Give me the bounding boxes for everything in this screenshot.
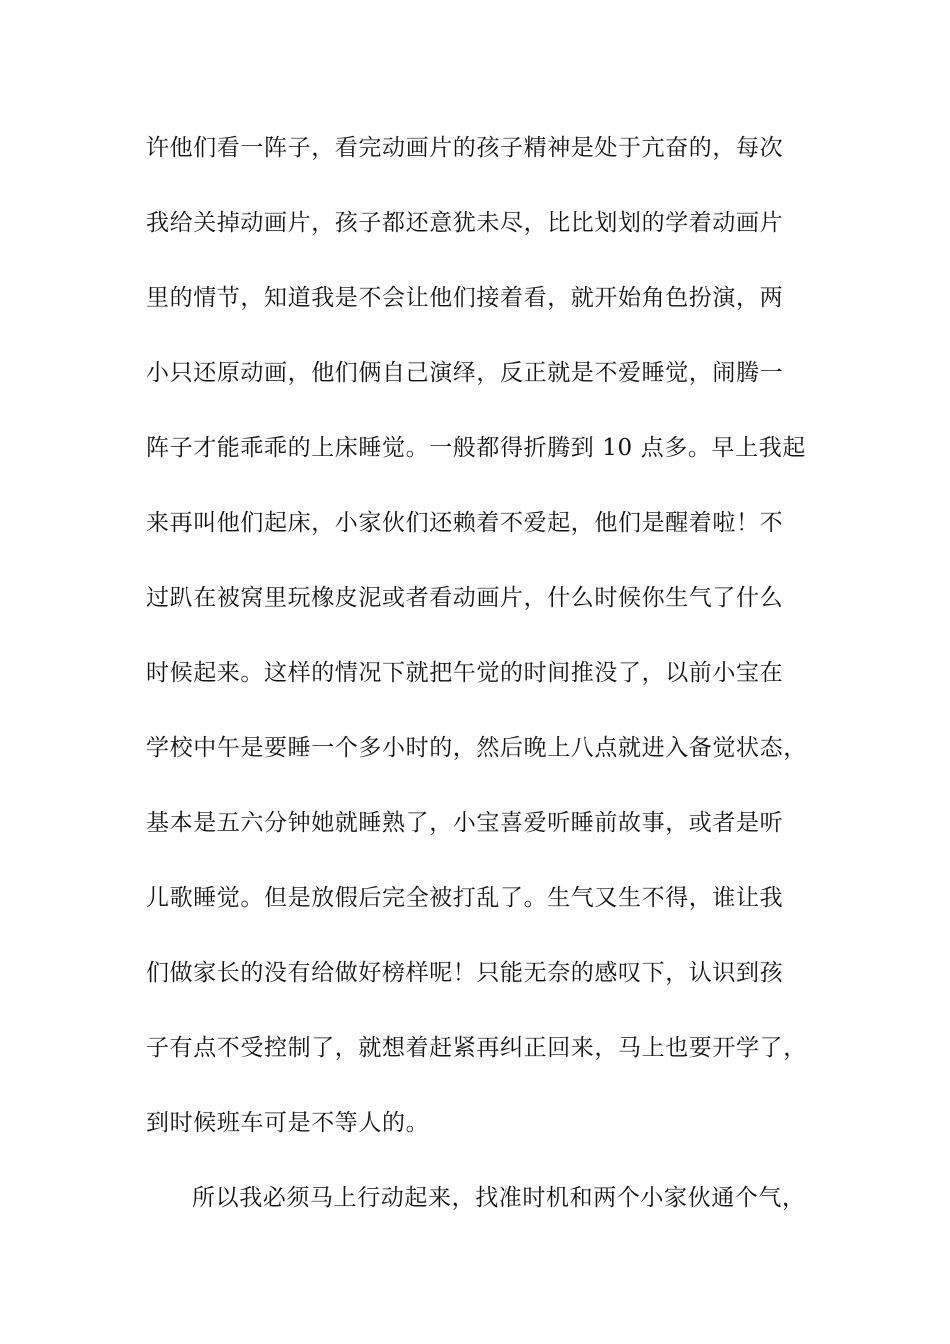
text-line: 们做家长的没有给做好榜样呢！只能无奈的感叹下，认识到孩 [146,960,784,986]
text-line: 学校中午是要睡一个多小时的，然后晚上八点就进入备觉状态， [146,735,807,761]
text-line: 许他们看一阵子，看完动画片的孩子精神是处于亢奋的，每次 [146,135,784,161]
text-line: 时候起来。这样的情况下就把午觉的时间推没了，以前小宝在 [146,660,784,686]
text-line: 来再叫他们起床，小家伙们还赖着不爱起，他们是醒着啦！不 [146,510,784,536]
text-line: 阵子才能乖乖的上床睡觉。一般都得折腾到 10 点多。早上我起 [146,435,806,461]
text-line: 过趴在被窝里玩橡皮泥或者看动画片，什么时候你生气了什么 [146,585,784,611]
text-line: 子有点不受控制了，就想着赶紧再纠正回来，马上也要开学了， [146,1035,807,1061]
text-line: 里的情节，知道我是不会让他们接着看，就开始角色扮演，两 [146,285,784,311]
text-line: 儿歌睡觉。但是放假后完全被打乱了。生气又生不得，谁让我 [146,885,784,911]
text-line: 到时候班车可是不等人的。 [146,1110,430,1136]
paragraph-first-line: 所以我必须马上行动起来，找准时机和两个小家伙通个气， [192,1185,806,1211]
text-line: 基本是五六分钟她就睡熟了，小宝喜爱听睡前故事，或者是听 [146,810,784,836]
text-line: 我给关掉动画片，孩子都还意犹未尽，比比划划的学着动画片 [146,210,784,236]
text-line: 小只还原动画，他们俩自己演绎，反正就是不爱睡觉，闹腾一 [146,360,784,386]
